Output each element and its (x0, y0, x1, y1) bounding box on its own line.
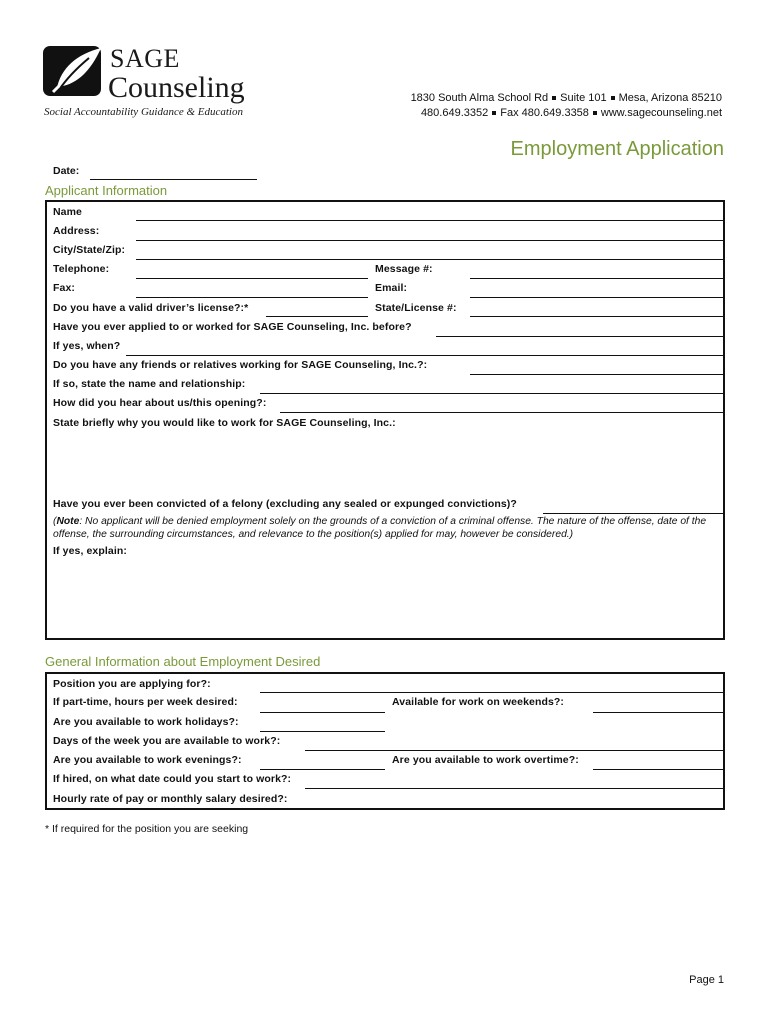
note-bold: Note (56, 516, 80, 527)
name-label: Name (53, 206, 82, 218)
felony-note: (Note: No applicant will be denied employment solely on the grounds of a conviction of a criminal offense. The nature of the offense, date of the offense, the surrounding circumstances, and relevance to the position(s) applied for may, however be considered.) (53, 516, 707, 540)
holidays-label: Are you available to work holidays?: (53, 716, 239, 728)
telephone-field[interactable] (136, 278, 368, 279)
footnote: * If required for the position you are seeking (45, 823, 249, 835)
contact-line (421, 107, 722, 119)
felony-field[interactable] (543, 513, 724, 514)
applied-before-label: Have you ever applied to or worked for SAGE Counseling, Inc. before? (53, 321, 412, 333)
days-field[interactable] (305, 750, 724, 751)
part-time-field[interactable] (260, 712, 385, 713)
if-yes-when-label: If yes, when? (53, 340, 121, 352)
page-number: Page 1 (689, 974, 724, 986)
telephone-label: Telephone: (53, 263, 110, 275)
fax-field[interactable] (136, 297, 368, 298)
bullet-square-icon (593, 111, 597, 115)
if-so-label: If so, state the name and relationship: (53, 378, 246, 390)
city-state-zip-label: City/State/Zip: (53, 244, 126, 256)
leaf-logo-icon (43, 44, 105, 96)
logo-subname: Counseling (108, 71, 245, 104)
felony-label: Have you ever been convicted of a felony (excluding any sealed or expunged convictions)? (53, 498, 517, 510)
note-text: : No applicant will be denied employment solely on the grounds of a conviction of a criminal offense. The nature of the offense, date of the offense, the surrounding circumstances, and relevance to the position(s) applied for may, however be considered.) (53, 516, 707, 540)
message-label: Message #: (375, 263, 433, 275)
position-field[interactable] (260, 692, 724, 693)
address-label: Address: (53, 225, 100, 237)
part-time-label: If part-time, hours per week desired: (53, 696, 238, 708)
city: Mesa, Arizona 85210 (618, 92, 722, 104)
overtime-field[interactable] (593, 769, 724, 770)
fax: Fax 480.649.3358 (500, 107, 589, 119)
suite: Suite 101 (560, 92, 607, 104)
friends-field[interactable] (470, 374, 724, 375)
email-label: Email: (375, 282, 408, 294)
evenings-label: Are you available to work evenings?: (53, 754, 242, 766)
position-label: Position you are applying for?: (53, 678, 211, 690)
license-field[interactable] (266, 316, 368, 317)
if-so-field[interactable] (260, 393, 724, 394)
if-yes-explain-label: If yes, explain: (53, 545, 127, 557)
document-title: Employment Application (510, 138, 724, 160)
email-field[interactable] (470, 297, 724, 298)
message-field[interactable] (470, 278, 724, 279)
why-work-field[interactable] (53, 432, 723, 494)
applicant-section-title: Applicant Information (45, 183, 168, 198)
days-label: Days of the week you are available to work?: (53, 735, 281, 747)
start-date-field[interactable] (305, 788, 724, 789)
how-hear-field[interactable] (280, 412, 724, 413)
why-work-label: State briefly why you would like to work for SAGE Counseling, Inc.: (53, 417, 396, 429)
hourly-label: Hourly rate of pay or monthly salary desired?: (53, 793, 288, 805)
evenings-field[interactable] (260, 769, 385, 770)
date-label: Date: (53, 165, 80, 177)
license-label: Do you have a valid driver’s license?:* (53, 302, 249, 314)
applied-before-field[interactable] (436, 336, 724, 337)
if-yes-explain-field[interactable] (53, 560, 723, 636)
state-license-label: State/License #: (375, 302, 457, 314)
address-line (411, 92, 722, 104)
start-date-label: If hired, on what date could you start to work?: (53, 773, 292, 785)
employment-section-title: General Information about Employment Desired (45, 654, 321, 669)
hourly-field[interactable] (305, 791, 724, 807)
if-yes-when-field[interactable] (126, 355, 724, 356)
phone: 480.649.3352 (420, 107, 489, 119)
holidays-field[interactable] (260, 731, 385, 732)
name-field[interactable] (136, 220, 724, 221)
how-hear-label: How did you hear about us/this opening?: (53, 397, 267, 409)
address-field[interactable] (136, 240, 724, 241)
weekends-label: Available for work on weekends?: (392, 696, 565, 708)
logo-name: SAGE (110, 44, 180, 73)
bullet-square-icon (611, 96, 615, 100)
state-license-field[interactable] (470, 316, 724, 317)
website: www.sagecounseling.net (600, 107, 722, 119)
date-field[interactable] (90, 179, 257, 180)
overtime-label: Are you available to work overtime?: (392, 754, 579, 766)
weekends-field[interactable] (593, 712, 724, 713)
friends-label: Do you have any friends or relatives working for SAGE Counseling, Inc.?: (53, 359, 428, 371)
bullet-square-icon (552, 96, 556, 100)
street: 1830 South Alma School Rd (410, 92, 549, 104)
logo-tagline: Social Accountability Guidance & Education (44, 106, 243, 118)
bullet-square-icon (492, 111, 496, 115)
fax-label: Fax: (53, 282, 75, 294)
city-state-zip-field[interactable] (136, 259, 724, 260)
